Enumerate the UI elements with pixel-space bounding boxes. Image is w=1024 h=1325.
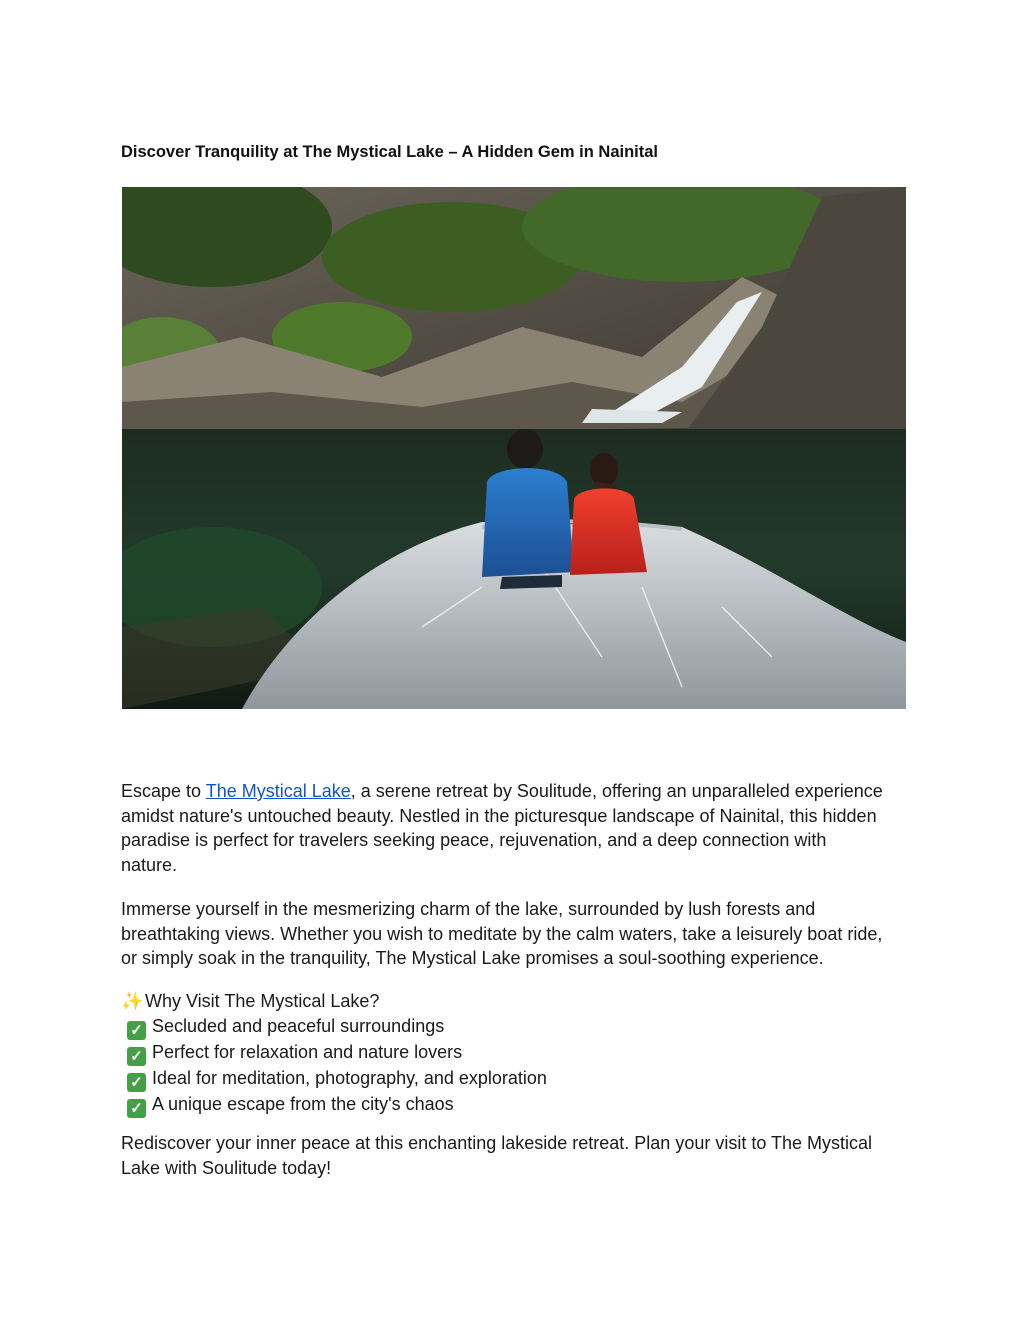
check-mark-button-icon: ✓ [127, 1099, 146, 1118]
immerse-text-line3: or simply soak in the tranquility, The Mystical Lake promises a soul-soothing experience. [121, 948, 824, 968]
intro-text-line2: amidst nature's untouched beauty. Nestled in the picturesque landscape of Nainital, this hidden [121, 805, 877, 826]
list-item-text: Ideal for meditation, photography, and exploration [152, 1067, 547, 1088]
page-title: Discover Tranquility at The Mystical Lake – A Hidden Gem in Nainital [121, 143, 659, 161]
intro-text-line1-rest: , a serene retreat by Soulitude, offering an unparalleled experience [350, 781, 883, 801]
intro-paragraph [121, 779, 911, 877]
immerse-text-line2: breathtaking views. Whether you wish to meditate by the calm waters, take a leisurely boat ride, [121, 923, 883, 944]
why-visit-heading [121, 989, 911, 1014]
check-mark-button-icon: ✓ [127, 1021, 146, 1040]
list-item-text: Perfect for relaxation and nature lovers [152, 1041, 463, 1062]
closing-paragraph [121, 1131, 911, 1180]
sparkles-icon: ✨ [121, 991, 144, 1011]
intro-text-line3: paradise is perfect for travelers seeking peace, rejuvenation, and a deep connection with [121, 830, 827, 850]
closing-text-line2: Lake with Soulitude today! [121, 1157, 332, 1178]
mystical-lake-link[interactable]: The Mystical Lake [205, 781, 351, 801]
lake-photo [122, 187, 906, 709]
check-mark-button-icon: ✓ [127, 1047, 146, 1066]
list-item [121, 1066, 911, 1092]
list-item-text: A unique escape from the city's chaos [152, 1093, 454, 1114]
list-item [121, 1092, 911, 1118]
intro-text-line4: nature. [121, 854, 178, 875]
list-item-text: Secluded and peaceful surroundings [152, 1015, 445, 1036]
list-item [121, 1014, 911, 1040]
immerse-paragraph [121, 897, 911, 971]
intro-text-start: Escape to [121, 781, 206, 801]
why-visit-list [121, 989, 911, 1118]
check-mark-button-icon: ✓ [127, 1073, 146, 1092]
why-visit-heading-text: Why Visit The Mystical Lake? [145, 991, 380, 1011]
immerse-text-line1: Immerse yourself in the mesmerizing charm of the lake, surrounded by lush forests and [121, 899, 816, 919]
list-item [121, 1040, 911, 1066]
closing-text-line1: Rediscover your inner peace at this enchanting lakeside retreat. Plan your visit to The Mystical [121, 1133, 873, 1153]
